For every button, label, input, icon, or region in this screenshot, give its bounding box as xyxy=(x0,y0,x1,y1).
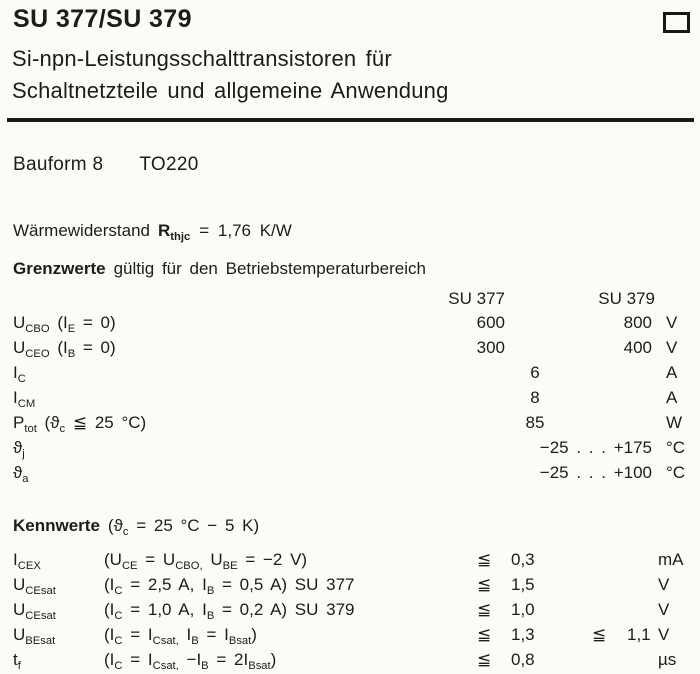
thermal-symbol: $R_{thjc}$ xyxy=(158,221,191,243)
characteristics-heading-rest: ($ϑ_c = 25$ °C − 5 K) xyxy=(107,516,260,538)
package-info xyxy=(13,154,199,176)
unit-label: mA xyxy=(658,550,684,569)
limits-row xyxy=(0,360,700,385)
thermal-label: Wärmewiderstand xyxy=(13,221,150,240)
limits-column-headers xyxy=(0,289,700,309)
characteristics-section-heading xyxy=(13,513,259,538)
test-condition: ($I_C = 2,5$ A, $I_B = 0,5$ A) SU 377 xyxy=(104,575,355,597)
parameter-symbol: $t_f$ xyxy=(13,650,21,672)
limit-value: 0,8 xyxy=(511,650,535,669)
limits-row xyxy=(0,310,700,335)
value-su377: 300 xyxy=(476,338,505,357)
limits-table xyxy=(0,310,700,485)
package-label: Bauform 8 xyxy=(13,154,104,175)
characteristics-row xyxy=(0,572,700,597)
unit-label: µs xyxy=(658,650,677,669)
limit-value: 1,5 xyxy=(511,575,535,594)
limits-row xyxy=(0,385,700,410)
limits-section-heading xyxy=(13,256,426,281)
limits-row xyxy=(0,435,700,460)
limits-row xyxy=(0,410,700,435)
unit-label: A xyxy=(666,363,678,382)
limit-relation: ≦ xyxy=(477,625,492,644)
parameter-symbol: $U_{CEO}$ $(I_B = 0)$ xyxy=(13,338,116,360)
unit-label: V xyxy=(658,575,670,594)
unit-label: V xyxy=(666,313,678,332)
unit-label: °C xyxy=(666,463,686,482)
page-title: SU 377/SU 379 xyxy=(13,5,192,33)
parameter-symbol: $U_{CBO}$ $(I_E = 0)$ xyxy=(13,313,116,335)
thermal-value: = 1,76 K/W xyxy=(199,221,292,240)
value-shared: 8 xyxy=(530,388,540,407)
value-shared: 6 xyxy=(530,363,540,382)
subtitle-line-2: Schaltnetzteile und allgemeine Anwendung xyxy=(12,77,449,103)
limit2-value: 1,1 xyxy=(627,625,651,644)
parameter-symbol: $U_{CEsat}$ xyxy=(13,600,56,622)
limit-relation: ≦ xyxy=(477,575,492,594)
package-value: TO220 xyxy=(139,154,199,175)
limits-heading-bold: Grenzwerte xyxy=(13,259,106,278)
page-subtitle xyxy=(12,43,449,106)
value-range: −25 . . . +175 xyxy=(539,438,652,457)
empty-square-icon xyxy=(663,12,690,33)
limits-row xyxy=(0,335,700,360)
characteristics-table xyxy=(0,547,700,672)
unit-label: W xyxy=(666,413,683,432)
thermal-resistance xyxy=(13,221,292,241)
unit-label: A xyxy=(666,388,678,407)
value-range: −25 . . . +100 xyxy=(539,463,652,482)
value-su379: 400 xyxy=(623,338,652,357)
limit-value: 1,3 xyxy=(511,625,535,644)
parameter-symbol: $U_{BEsat}$ xyxy=(13,625,56,647)
characteristics-row xyxy=(0,622,700,647)
test-condition: ($I_C = I_{Csat,}$ $I_B = I_{Bsat}$) xyxy=(104,625,257,647)
value-su377: 600 xyxy=(476,313,505,332)
header-divider xyxy=(7,118,694,122)
test-condition: ($I_C = 1,0$ A, $I_B = 0,2$ A) SU 379 xyxy=(104,600,355,622)
test-condition: ($U_{CE} = U_{CBO,}$ $U_{BE} = -2$ V) xyxy=(104,550,308,572)
limit-relation: ≦ xyxy=(477,650,492,669)
value-shared: 85 xyxy=(525,413,545,432)
parameter-symbol: $I_{CEX}$ xyxy=(13,550,41,572)
limit-value: 0,3 xyxy=(511,550,535,569)
column-header-su379: SU 379 xyxy=(598,289,655,308)
parameter-symbol: $ϑ_a$ xyxy=(13,463,29,485)
limits-row xyxy=(0,460,700,485)
limit2-relation: ≦ xyxy=(592,625,607,644)
limit-value: 1,0 xyxy=(511,600,535,619)
value-su379: 800 xyxy=(623,313,652,332)
test-condition: $(I_C = I_{Csat,} -I_B = 2I_{Bsat})$ xyxy=(104,650,277,672)
parameter-symbol: $I_{CM}$ xyxy=(13,388,36,410)
column-header-su377: SU 377 xyxy=(448,289,505,308)
characteristics-heading-bold: Kennwerte xyxy=(13,516,100,535)
parameter-symbol: $ϑ_j$ xyxy=(13,438,25,460)
characteristics-row xyxy=(0,597,700,622)
unit-label: V xyxy=(658,625,670,644)
subtitle-line-1: Si-npn-Leistungsschalttransistoren für xyxy=(12,46,392,71)
parameter-symbol: $I_C$ xyxy=(13,363,26,385)
parameter-symbol: $U_{CEsat}$ xyxy=(13,575,56,597)
unit-label: °C xyxy=(666,438,686,457)
limit-relation: ≦ xyxy=(477,600,492,619)
unit-label: V xyxy=(658,600,670,619)
limits-heading-rest: gültig für den Betriebstemperaturbereich xyxy=(113,259,426,278)
characteristics-row xyxy=(0,647,700,672)
parameter-symbol: $P_{tot}$ ($ϑ_c$ ≦ 25 °C) xyxy=(13,413,147,435)
unit-label: V xyxy=(666,338,678,357)
characteristics-row xyxy=(0,547,700,572)
limit-relation: ≦ xyxy=(477,550,492,569)
